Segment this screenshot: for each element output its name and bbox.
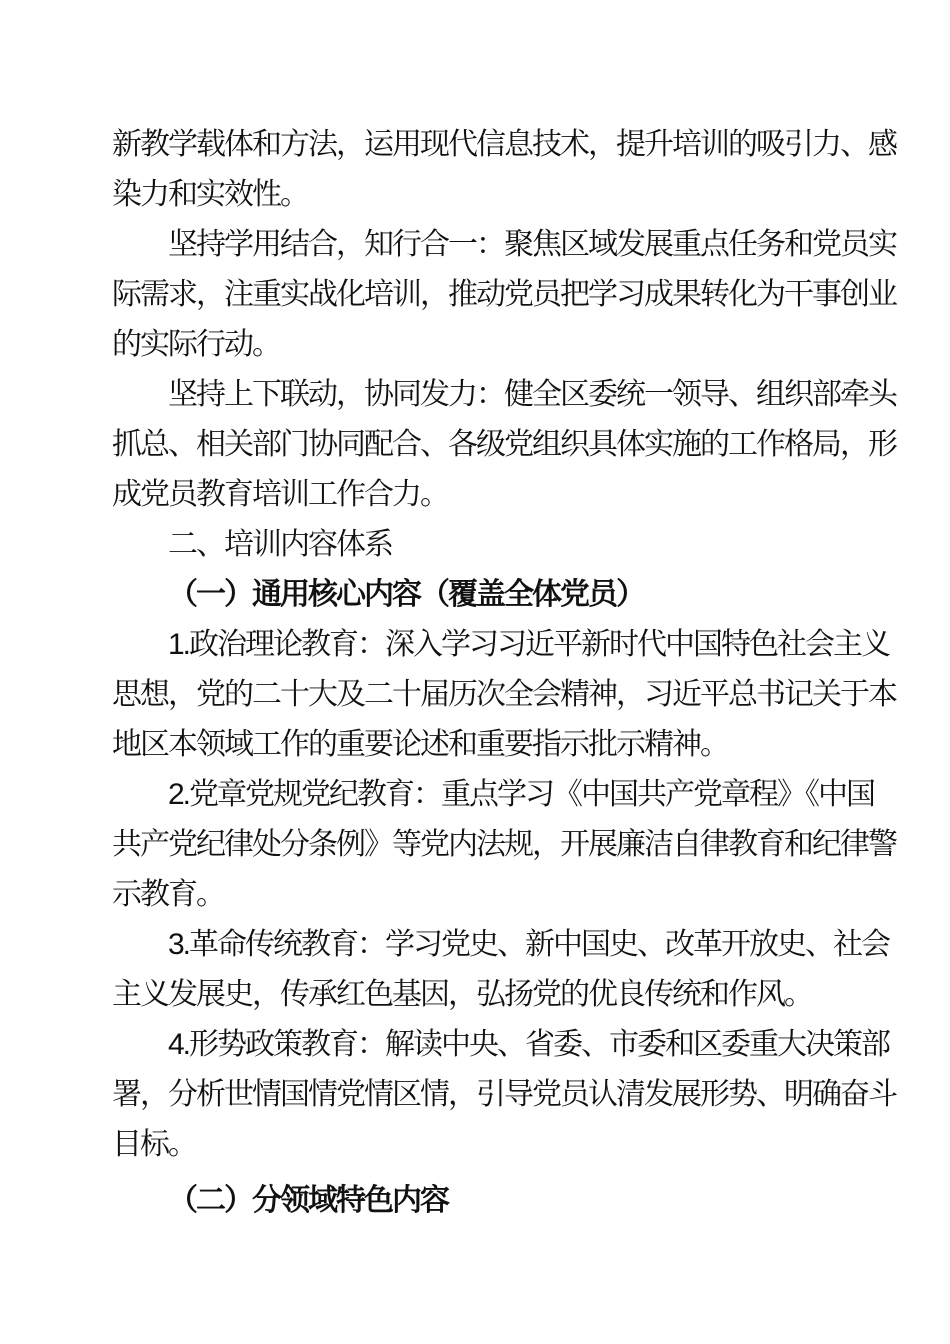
document-body-text	[112, 120, 912, 1226]
text-line: 1.政治理论教育：深入学习习近平新时代中国特色社会主义	[168, 628, 890, 661]
text-line: 思想，党的二十大及二十届历次全会精神，习近平总书记关于本	[112, 678, 896, 711]
heading-text-line: （二）分领域特色内容	[168, 1184, 448, 1217]
paragraph	[112, 370, 912, 520]
text-line: 3.革命传统教育：学习党史、新中国史、改革开放史、社会	[168, 928, 890, 961]
paragraph-numbered-1	[112, 620, 912, 770]
paragraph-numbered-4	[112, 1020, 912, 1170]
text-line: 坚持学用结合，知行合一：聚焦区域发展重点任务和党员实	[168, 228, 896, 261]
section-heading-level1	[112, 520, 912, 570]
text-line: 际需求，注重实战化培训，推动党员把学习成果转化为干事创业	[112, 278, 896, 311]
text-line: 署，分析世情国情党情区情，引导党员认清发展形势、明确奋斗	[112, 1078, 896, 1111]
paragraph-numbered-3	[112, 920, 912, 1020]
text-line: 示教育。	[112, 878, 224, 911]
text-line: 目标。	[112, 1128, 196, 1161]
text-line: 抓总、相关部门协同配合、各级党组织具体实施的工作格局，形	[112, 428, 896, 461]
paragraph-continuation	[112, 120, 912, 220]
paragraph	[112, 220, 912, 370]
section-heading-level2	[112, 1176, 912, 1226]
text-line: 的实际行动。	[112, 328, 280, 361]
text-line: 主义发展史，传承红色基因，弘扬党的优良传统和作风。	[112, 978, 812, 1011]
text-line: 2.党章党规党纪教育：重点学习《中国共产党章程》《中国	[168, 778, 875, 811]
heading-text-line: 二、培训内容体系	[168, 528, 392, 561]
text-line: 4.形势政策教育：解读中央、省委、市委和区委重大决策部	[168, 1028, 890, 1061]
text-line: 染力和实效性。	[112, 178, 308, 211]
paragraph-numbered-2	[112, 770, 912, 920]
text-line: 新教学载体和方法，运用现代信息技术，提升培训的吸引力、感	[112, 128, 896, 161]
text-line: 成党员教育培训工作合力。	[112, 478, 448, 511]
text-line: 共产党纪律处分条例》等党内法规，开展廉洁自律教育和纪律警	[112, 828, 896, 861]
text-line: 地区本领域工作的重要论述和重要指示批示精神。	[112, 728, 728, 761]
heading-text-line: （一）通用核心内容（覆盖全体党员）	[168, 578, 644, 611]
section-heading-level2	[112, 570, 912, 620]
text-line: 坚持上下联动，协同发力：健全区委统一领导、组织部牵头	[168, 378, 896, 411]
